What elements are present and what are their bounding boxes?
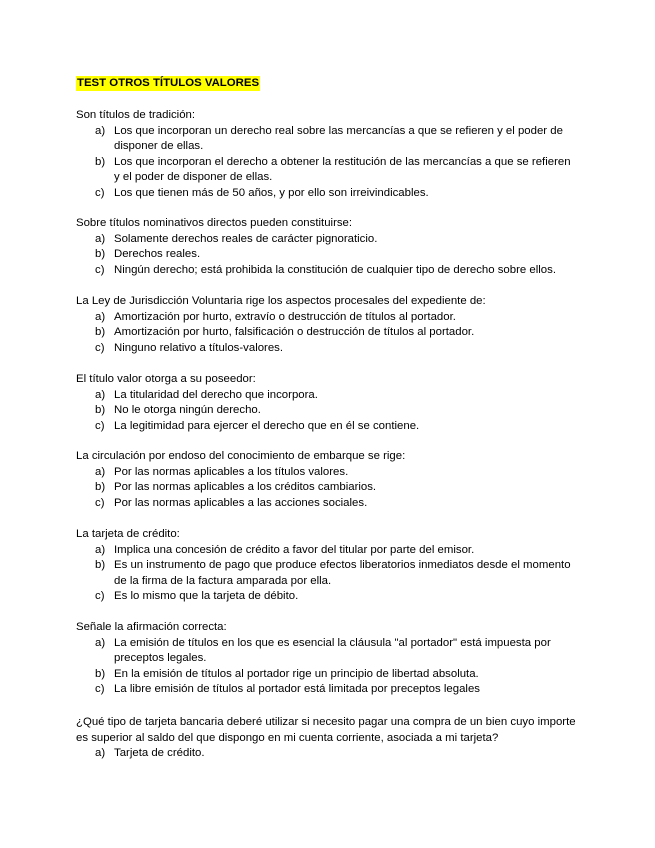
question-text: El título valor otorga a su poseedor: (76, 373, 256, 385)
option-letter: b) (95, 559, 106, 571)
option-list (76, 232, 576, 279)
option-list (76, 124, 576, 202)
option-list (76, 465, 576, 512)
option-letter: b) (95, 248, 106, 260)
option-letter: b) (95, 667, 106, 680)
option-letter: b) (95, 481, 106, 493)
option-text: Ningún derecho; está prohibida la constitución de cualquier tipo de derecho sobre ellos. (114, 263, 556, 276)
option-a (76, 636, 576, 667)
option-letter: b) (95, 155, 106, 168)
option-list (76, 310, 576, 357)
option-b (76, 247, 576, 263)
question-text: Sobre títulos nominativos directos pueden constituirse: (76, 217, 353, 229)
option-text: Los que tienen más de 50 años, y por ello son irreivindicables. (114, 186, 429, 199)
option-text: Es lo mismo que la tarjeta de débito. (114, 590, 299, 602)
option-b (76, 325, 576, 341)
option-text: La libre emisión de títulos al portador está limitada por preceptos legales (114, 683, 480, 695)
option-letter: a) (95, 747, 106, 759)
option-text: Ninguno relativo a títulos-valores. (114, 341, 284, 354)
option-c (76, 341, 576, 357)
option-list (76, 543, 576, 605)
question-6 (76, 527, 576, 605)
option-text: Derechos reales. (114, 248, 201, 260)
option-c (76, 589, 576, 605)
option-text: No le otorga ningún derecho. (114, 404, 261, 416)
option-c (76, 419, 576, 435)
option-letter: c) (95, 186, 105, 199)
option-letter: a) (95, 543, 106, 556)
option-text: En la emisión de títulos al portador rige un principio de libertad absoluta. (114, 667, 479, 680)
question-4 (76, 372, 576, 434)
question-1 (76, 108, 576, 201)
question-text: La tarjeta de crédito: (76, 528, 180, 540)
option-text: Por las normas aplicables a los títulos valores. (114, 465, 349, 478)
option-letter: c) (95, 496, 105, 509)
option-text: Los que incorporan un derecho real sobre las mercancías a que se refieren y el poder de disponer de ellas. (114, 124, 563, 152)
question-text: ¿Qué tipo de tarjeta bancaria deberé utilizar si necesito pagar una compra de un bien cuyo importe es superior al saldo del que dispongo en mi cuenta corriente, asociada a mi tarjeta? (76, 716, 576, 744)
option-text: Tarjeta de crédito. (114, 747, 205, 759)
option-a (76, 465, 576, 481)
option-list (76, 746, 576, 762)
option-b (76, 558, 576, 589)
option-text: Amortización por hurto, extravío o destrucción de títulos al portador. (114, 310, 456, 323)
option-b (76, 667, 576, 683)
question-7 (76, 620, 576, 698)
option-letter: a) (95, 310, 106, 323)
option-b (76, 155, 576, 186)
option-letter: a) (95, 232, 106, 245)
option-letter: c) (95, 590, 105, 602)
option-c (76, 682, 576, 698)
option-text: Es un instrumento de pago que produce efectos liberatorios inmediatos desde el momento de la firma de la factura amparada por ella. (114, 559, 571, 587)
option-a (76, 310, 576, 326)
option-text: La legitimidad para ejercer el derecho que en él se contiene. (114, 419, 420, 432)
option-c (76, 496, 576, 512)
document-title: TEST OTROS TÍTULOS VALORES (77, 77, 260, 89)
question-2 (76, 216, 576, 278)
option-text: Por las normas aplicables a los créditos cambiarios. (114, 481, 377, 493)
option-c (76, 186, 576, 202)
option-text: Por las normas aplicables a las acciones sociales. (114, 496, 368, 509)
question-text: Señale la afirmación correcta: (76, 621, 227, 633)
question-3 (76, 294, 576, 356)
option-letter: b) (95, 404, 106, 416)
question-8 (76, 715, 576, 762)
option-a (76, 388, 576, 404)
option-letter: a) (95, 388, 106, 401)
option-a (76, 124, 576, 155)
question-text: La circulación por endoso del conocimiento de embarque se rige: (76, 450, 406, 462)
option-c (76, 263, 576, 279)
option-letter: c) (95, 263, 105, 276)
option-letter: a) (95, 636, 106, 649)
option-letter: b) (95, 326, 106, 338)
option-b (76, 480, 576, 496)
option-letter: a) (95, 124, 106, 137)
question-5 (76, 449, 576, 511)
option-list (76, 636, 576, 698)
option-text: Implica una concesión de crédito a favor del titular por parte del emisor. (114, 543, 475, 556)
option-text: La emisión de títulos en los que es esencial la cláusula "al portador" está impuesta por preceptos legales. (114, 636, 551, 664)
option-letter: c) (95, 341, 105, 354)
option-text: Solamente derechos reales de carácter pignoraticio. (114, 232, 378, 245)
option-a (76, 232, 576, 248)
option-a (76, 543, 576, 559)
option-text: Amortización por hurto, falsificación o destrucción de títulos al portador. (114, 326, 475, 338)
option-a (76, 746, 576, 762)
option-b (76, 403, 576, 419)
option-letter: c) (95, 683, 105, 695)
option-text: La titularidad del derecho que incorpora. (114, 388, 318, 401)
option-list (76, 388, 576, 435)
option-letter: c) (95, 419, 105, 432)
option-letter: a) (95, 465, 106, 478)
option-text: Los que incorporan el derecho a obtener la restitución de las mercancías a que se refieren y el poder de disponer de ellas. (114, 155, 571, 183)
question-text: La Ley de Jurisdicción Voluntaria rige los aspectos procesales del expediente de: (76, 295, 486, 307)
question-text: Son títulos de tradición: (76, 109, 196, 121)
